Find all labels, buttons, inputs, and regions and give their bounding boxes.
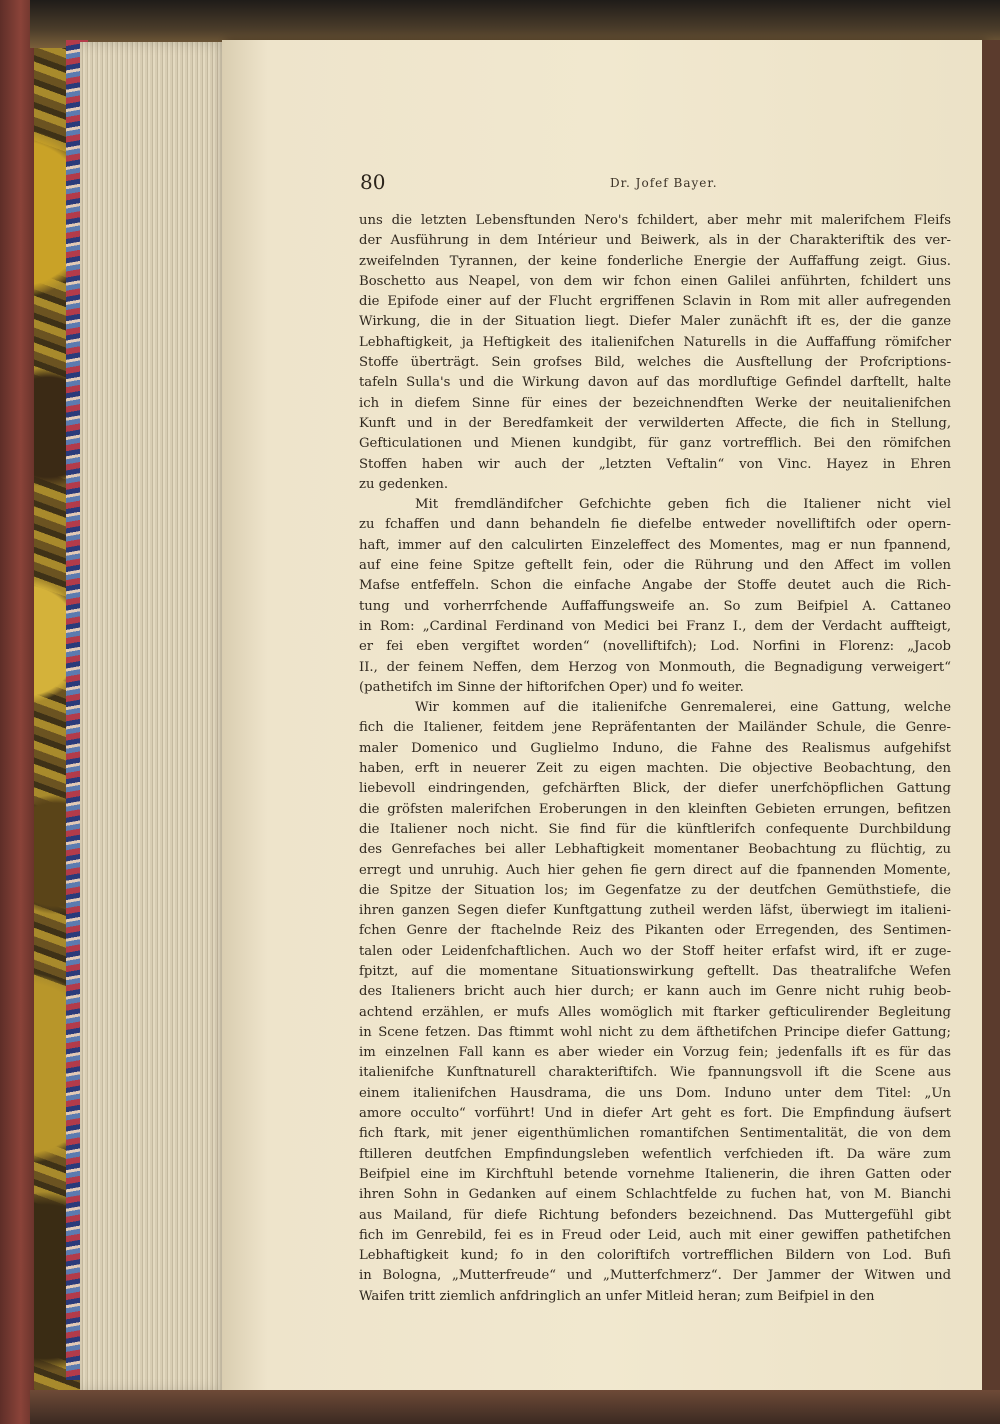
- text-line: Waifen tritt ziemlich anfdringlich an unfer Mitleid heran; zum Beifpiel in den: [359, 1288, 875, 1304]
- text-line: Stoffe überträgt. Sein grofses Bild, welches die Ausftellung der Profcriptions-: [359, 355, 952, 371]
- text-line: Boschetto aus Neapel, von dem wir fchon einen Galilei anführten, fchildert uns: [359, 273, 951, 289]
- text-line: zu gedenken.: [359, 476, 449, 492]
- text-line: Wir kommen auf die italienifche Genremalerei, eine Gattung, welche: [415, 700, 952, 716]
- text-line: talen oder Leidenfchaftlichen. Auch wo der Stoff heiter erfafst wird, ift er zuge-: [359, 943, 952, 959]
- text-line: die Italiener noch nicht. Sie find für die künftlerifch confequente Durchbildung: [359, 821, 952, 837]
- text-line: zu fchaffen und dann behandeln fie diefelbe entweder novelliftifch oder opern-: [359, 517, 952, 533]
- text-line: erregt und unruhig. Auch hier gehen fie gern direct auf die fpannenden Momente,: [359, 862, 951, 878]
- text-line: Kunft und in der Beredfamkeit der verwilderten Affecte, die fich in Stellung,: [359, 415, 952, 431]
- body-text: [359, 211, 951, 1307]
- text-line: in Bologna, „Mutterfreude“ und „Mutterfchmerz“. Der Jammer der Witwen und: [359, 1268, 952, 1284]
- text-line: haft, immer auf den calculirten Einzeleffect des Momentes, mag er nun fpannend,: [359, 537, 951, 553]
- page-stack-edges: [80, 42, 230, 1392]
- text-line: ihren Sohn in Gedanken auf einem Schlachtfelde zu fuchen hat, von M. Bianchi: [359, 1187, 951, 1203]
- text-line: aus Mailand, für diefe Richtung befonders bezeichnend. Das Muttergefühl gibt: [359, 1207, 951, 1223]
- text-line: Wirkung, die in der Situation liegt. Diefer Maler zunächft ift es, der die ganze: [359, 314, 952, 330]
- text-line: Beifpiel eine im Kirchftuhl betende vornehme Italienerin, die ihren Gatten oder: [359, 1166, 952, 1182]
- text-line: tafeln Sulla's und die Wirkung davon auf das mordluftige Gefindel darftellt, halte: [359, 375, 951, 391]
- book-cover-right: [982, 40, 1000, 1400]
- text-line: fich im Genrebild, fei es in Freud oder Leid, auch mit einer gewiffen pathetifchen: [359, 1227, 951, 1243]
- page-number: 80: [360, 170, 386, 194]
- text-line: achtend erzählen, er mufs Alles womöglich mit ftarker gefticulirender Begleitung: [359, 1004, 952, 1020]
- text-line: fpitzt, auf die momentane Situationswirkung geftellt. Das theatralifche Wefen: [359, 963, 952, 979]
- text-line: fich ftark, mit jener eigenthümlichen romantifchen Sentimentalität, die von dem: [359, 1126, 952, 1142]
- text-line: amore occulto“ vorführt! Und in diefer Art geht es fort. Die Empfindung äufsert: [359, 1106, 952, 1122]
- text-line: einem italienifchen Hausdrama, die uns Dom. Induno unter dem Titel: „Un: [359, 1085, 951, 1101]
- page-header: [360, 170, 950, 198]
- text-line: Mafse entfeffeln. Schon die einfache Angabe der Stoffe deutet auch die Rich-: [359, 578, 951, 594]
- text-line: ftilleren deutfchen Empfindungsleben wefentlich verfchieden ift. Da wäre zum: [359, 1146, 952, 1162]
- text-line: er fei eben vergiftet worden“ (novelliftifch); Lod. Norfini in Florenz: „Jacob: [359, 639, 951, 655]
- running-head: Dr. Jofef Bayer.: [610, 176, 718, 190]
- text-line: zweifelnden Tyrannen, der keine fonderliche Energie der Auffaffung zeigt. Gius.: [359, 253, 951, 269]
- text-line: die Spitze der Situation los; im Gegenfatze zu der deutfchen Gemüthstiefe, die: [359, 882, 952, 898]
- text-line: Gefticulationen und Mienen kundgibt, für ganz vortrefflich. Bei den römifchen: [359, 436, 951, 452]
- text-line: maler Domenico und Guglielmo Induno, die Fahne des Realismus aufgehifst: [359, 740, 951, 756]
- text-line: liebevoll eindringenden, gefchärften Blick, der diefer unerfchöpflichen Gattung: [359, 781, 951, 797]
- text-line: ihren ganzen Segen diefer Kunftgattung zutheil werden läfst, überwiegt im italieni-: [359, 903, 951, 919]
- text-line: ich in diefem Sinne für eines der bezeichnendften Werke der neuitalienifchen: [359, 395, 951, 411]
- text-line: des Italieners bricht auch hier durch; er kann auch im Genre nicht ruhig beob-: [359, 984, 951, 1000]
- text-line: auf eine feine Spitze geftellt fein, oder die Rührung und den Affect im vollen: [359, 558, 952, 574]
- text-line: der Ausführung in dem Intérieur und Beiwerk, als in der Charakteriftik des ver-: [359, 233, 951, 249]
- text-line: fchen Genre der ftachelnde Reiz des Pikanten oder Erregenden, des Sentimen-: [359, 923, 952, 939]
- text-line: Stoffen haben wir auch der „letzten Veftalin“ von Vinc. Hayez in Ehren: [359, 456, 951, 472]
- text-line: Mit fremdländifcher Gefchichte geben fich die Italiener nicht viel: [415, 497, 951, 513]
- text-line: im einzelnen Fall kann es aber wieder ein Vorzug fein; jedenfalls ift es für das: [359, 1045, 951, 1061]
- text-line: (pathetifch im Sinne der hiftorifchen Oper) und fo weiter.: [359, 679, 744, 695]
- text-line: Lebhaftigkeit, ja Heftigkeit des italienifchen Naturells in die Auffaffung römifcher: [359, 334, 952, 350]
- text-line: Lebhaftigkeit kund; fo in den coloriftifch vortrefflichen Bildern von Lod. Bufi: [359, 1248, 951, 1264]
- text-line: uns die letzten Lebensftunden Nero's fchildert, aber mehr mit malerifchem Fleifs: [359, 213, 951, 228]
- text-line: haben, erft in neuerer Zeit zu eigen machten. Die objective Beobachtung, den: [359, 761, 951, 777]
- text-line: die gröfsten malerifchen Eroberungen in den kleinften Gebieten errungen, befitzen: [359, 801, 951, 817]
- book-spine: [0, 0, 34, 1424]
- text-line: tung und vorherrfchende Auffaffungsweife an. So zum Beifpiel A. Cattaneo: [359, 598, 951, 614]
- text-line: italienifche Kunftnaturell charakteriftifch. Wie fpannungsvoll ift die Scene aus: [359, 1065, 951, 1081]
- text-line: die Epifode einer auf der Flucht ergriffenen Sclavin in Rom mit aller aufregenden: [359, 294, 952, 310]
- text-line: des Genrefaches bei aller Lebhaftigkeit momentaner Beobachtung zu flüchtig, zu: [359, 842, 951, 858]
- book-cover-bottom: [30, 1390, 1000, 1424]
- text-line: II., der feinem Neffen, dem Herzog von Monmouth, die Begnadigung verweigert“: [359, 659, 951, 675]
- text-line: in Scene fetzen. Das ftimmt wohl nicht zu dem äfthetifchen Principe diefer Gattung;: [359, 1024, 951, 1040]
- text-line: in Rom: „Cardinal Ferdinand von Medici bei Franz I., dem der Verdacht auffteigt,: [359, 618, 952, 634]
- text-line: fich die Italiener, feitdem jene Repräfentanten der Mailänder Schule, die Genre-: [359, 720, 951, 736]
